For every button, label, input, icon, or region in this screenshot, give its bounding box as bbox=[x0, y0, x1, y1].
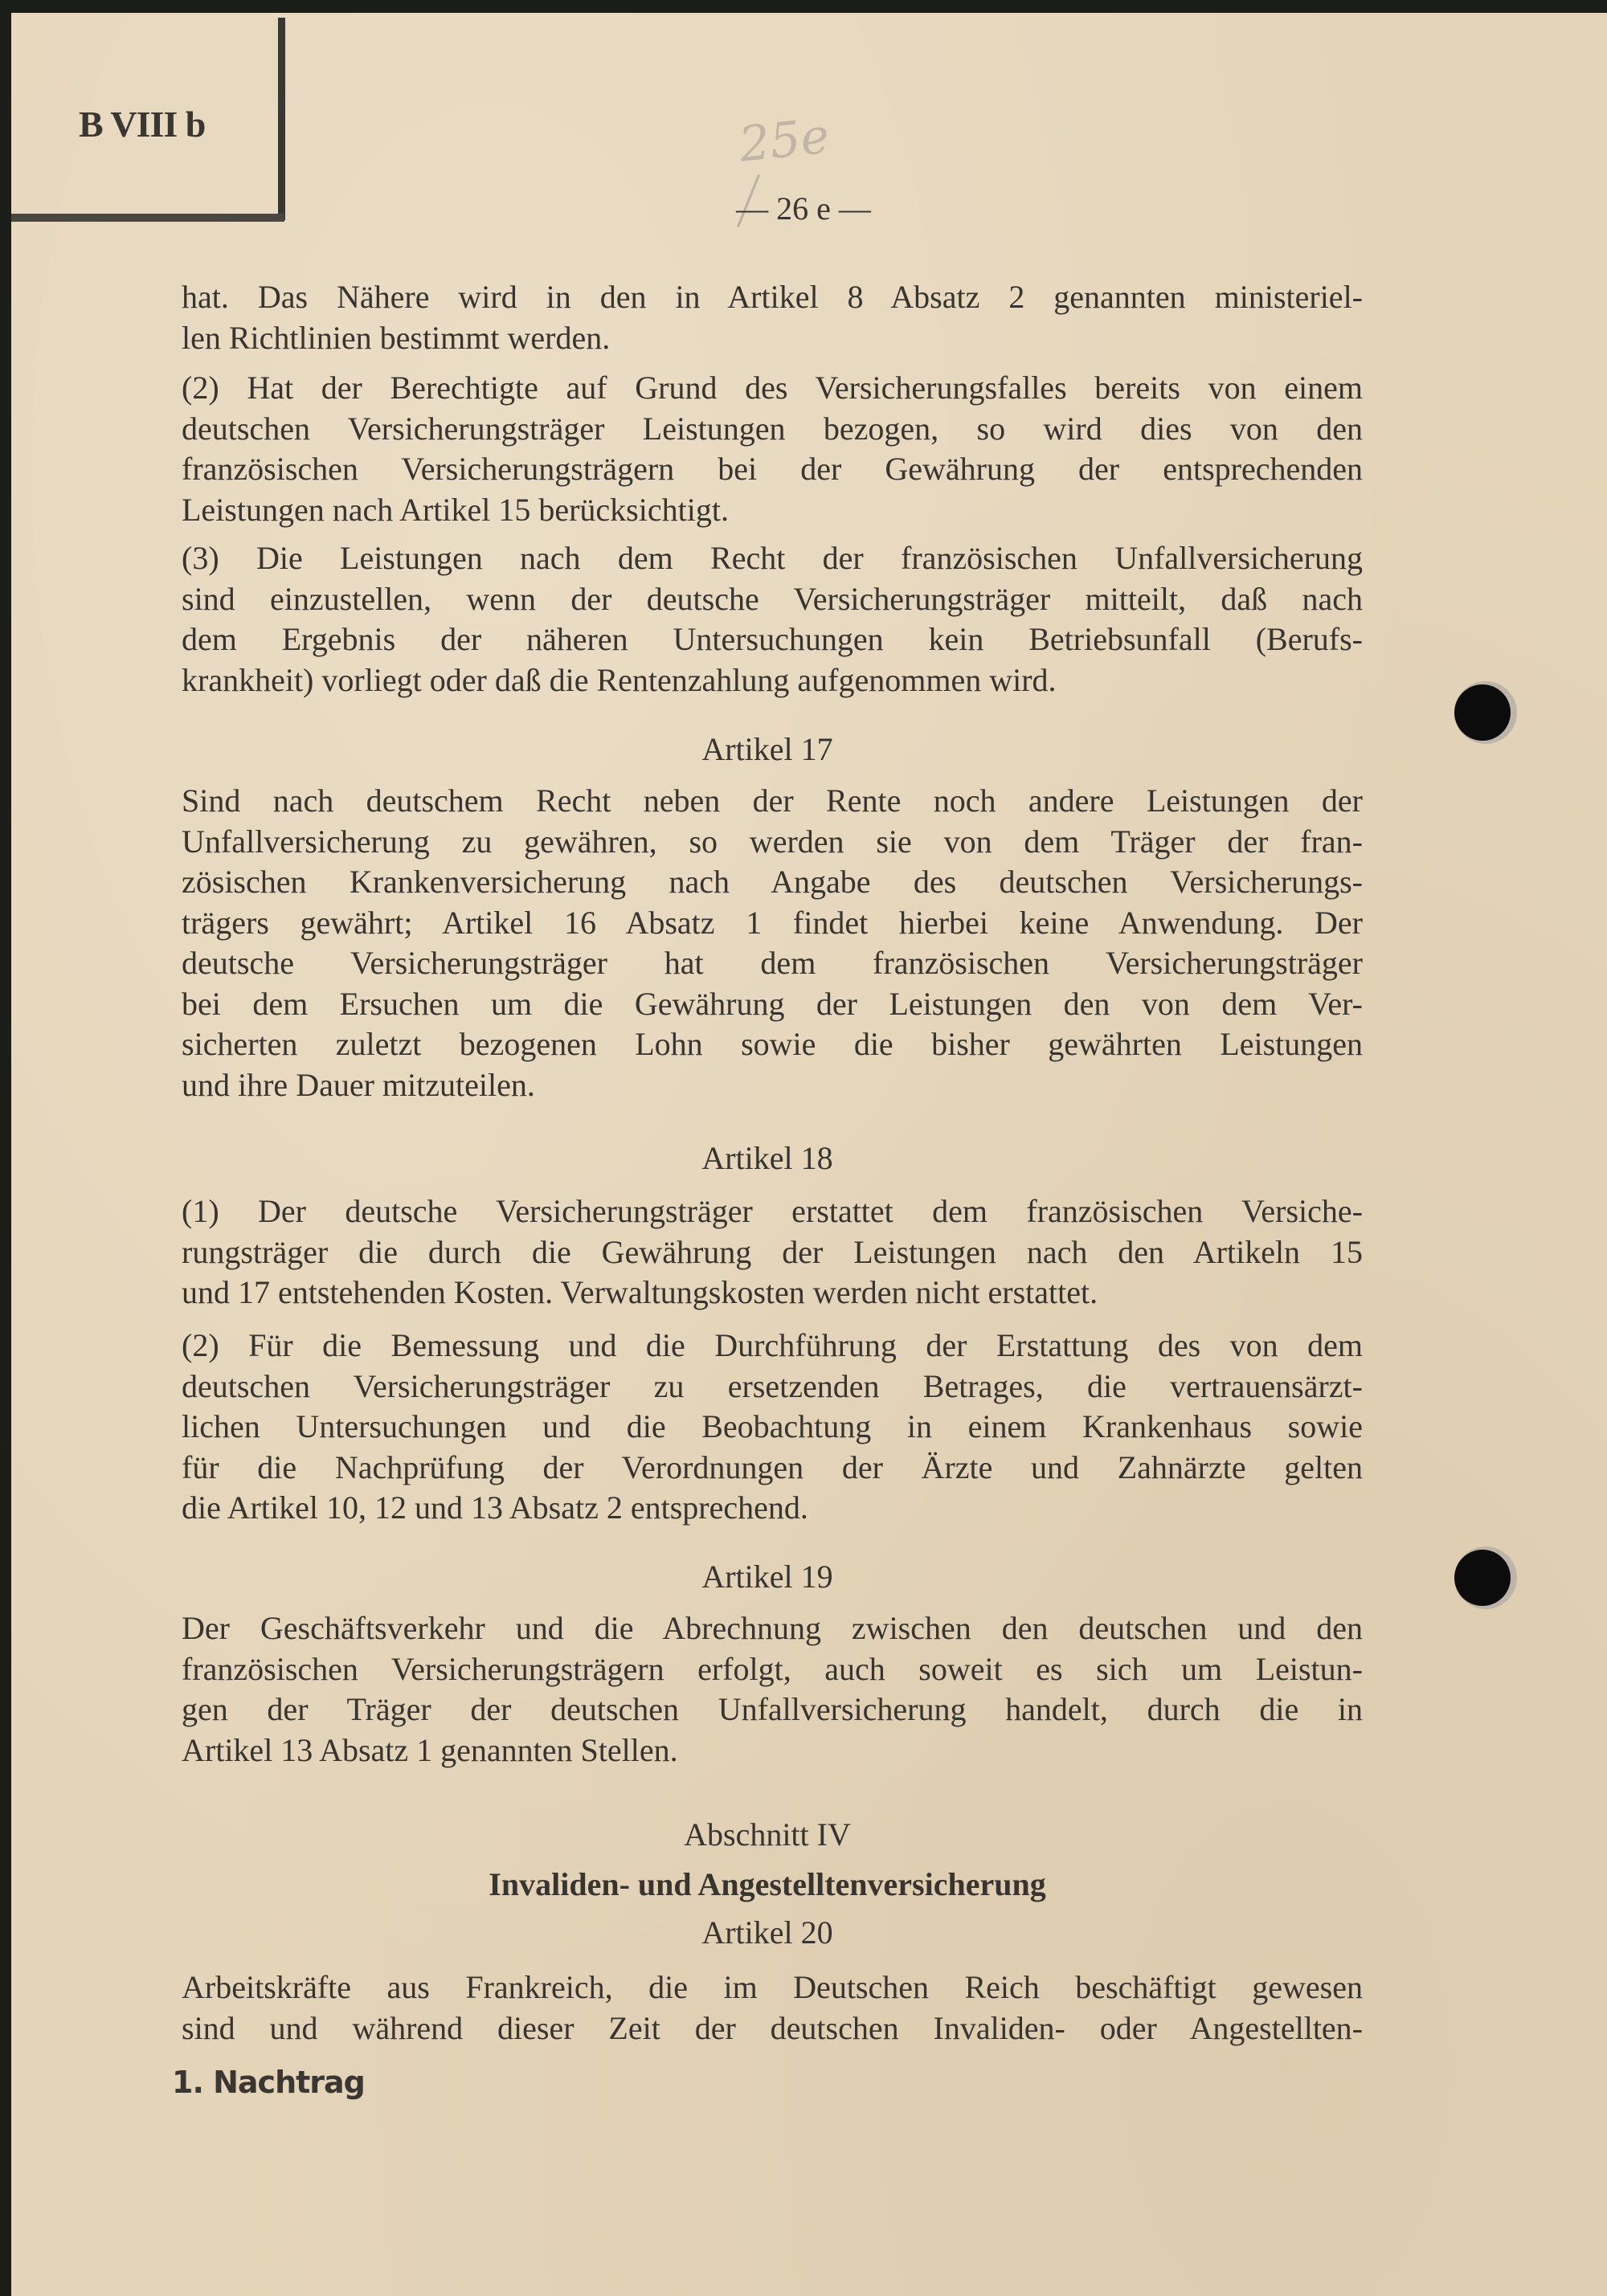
punch-hole bbox=[1454, 1546, 1517, 1609]
text-line: rungsträger die durch die Gewährung der Leistungen nach den Artikeln 15 bbox=[182, 1233, 1363, 1270]
text-line: sind einzustellen, wenn der deutsche Versicherungsträger mitteilt, daß nach bbox=[182, 580, 1363, 617]
text-line: dem Ergebnis der näheren Untersuchungen kein Betriebsunfall (Berufs- bbox=[182, 621, 1363, 657]
text-line: für die Nachprüfung der Verordnungen der Ärzte und Zahnärzte gelten bbox=[182, 1448, 1363, 1485]
text-line: len Richtlinien bestimmt werden. bbox=[182, 319, 611, 356]
paragraph bbox=[182, 1326, 1363, 1529]
text-line: Der Geschäftsverkehr und die Abrechnung zwischen den deutschen und den bbox=[182, 1610, 1363, 1646]
text-line: Leistungen nach Artikel 15 berücksichtigt. bbox=[182, 491, 729, 528]
paragraph bbox=[182, 368, 1363, 530]
text-line: deutsche Versicherungsträger hat dem französischen Versicherungsträger bbox=[182, 945, 1363, 981]
text-line: lichen Untersuchungen und die Beobachtung in einem Krankenhaus sowie bbox=[182, 1408, 1363, 1444]
text-line: und 17 entstehenden Kosten. Verwaltungskosten werden nicht erstattet. bbox=[182, 1274, 1098, 1310]
article-heading: Artikel 18 bbox=[701, 1140, 833, 1176]
footer-label: 1. Nachtrag bbox=[172, 2065, 365, 2100]
text-line: und ihre Dauer mitzuteilen. bbox=[182, 1066, 535, 1103]
text-line: (2) Hat der Berechtigte auf Grund des Versicherungsfalles bereits von einem bbox=[182, 370, 1363, 406]
article-heading: Abschnitt IV bbox=[684, 1816, 851, 1853]
text-line: deutschen Versicherungsträger Leistungen bezogen, so wird dies von den bbox=[182, 410, 1363, 447]
paragraph bbox=[182, 1608, 1363, 1771]
text-line: Unfallversicherung zu gewähren, so werden sie von dem Träger der fran- bbox=[182, 823, 1363, 860]
section-title: Invaliden- und Angestelltenversicherung bbox=[489, 1866, 1046, 1902]
text-line: bei dem Ersuchen um die Gewährung der Leistungen den von dem Ver- bbox=[182, 985, 1363, 1022]
text-line: trägers gewährt; Artikel 16 Absatz 1 findet hierbei keine Anwendung. Der bbox=[182, 904, 1363, 941]
text-line: zösischen Krankenversicherung nach Angabe des deutschen Versicherungs- bbox=[182, 864, 1363, 900]
text-line: deutschen Versicherungsträger zu ersetzenden Betrages, die vertrauensärzt- bbox=[182, 1367, 1363, 1404]
text-line: französischen Versicherungsträgern erfolgt, auch soweit es sich um Leistun- bbox=[182, 1650, 1363, 1687]
text-line: die Artikel 10, 12 und 13 Absatz 2 entsprechend. bbox=[182, 1489, 808, 1526]
text-line: Sind nach deutschem Recht neben der Rente noch andere Leistungen der bbox=[182, 782, 1363, 819]
article-heading: Artikel 20 bbox=[701, 1914, 833, 1951]
paragraph bbox=[182, 1191, 1363, 1313]
text-line: sicherten zuletzt bezogenen Lohn sowie die bisher gewährten Leistungen bbox=[182, 1026, 1363, 1062]
punch-hole bbox=[1454, 681, 1517, 744]
text-line: hat. Das Nähere wird in den in Artikel 8 Absatz 2 genannten ministeriel- bbox=[182, 279, 1363, 315]
paragraph bbox=[182, 781, 1363, 1105]
text-line: gen der Träger der deutschen Unfallversicherung handelt, durch die in bbox=[182, 1691, 1363, 1727]
paragraph bbox=[182, 277, 1363, 358]
text-line: französischen Versicherungsträgern bei der Gewährung der entsprechenden bbox=[182, 451, 1363, 487]
text-line: (3) Die Leistungen nach dem Recht der französischen Unfallversicherung bbox=[182, 540, 1363, 576]
text-line: krankheit) vorliegt oder daß die Rentenzahlung aufgenommen wird. bbox=[182, 661, 1057, 698]
text-line: (2) Für die Bemessung und die Durchführung der Erstattung des von dem bbox=[182, 1327, 1363, 1363]
article-heading: Artikel 19 bbox=[701, 1559, 833, 1595]
text-line: Arbeitskräfte aus Frankreich, die im Deutschen Reich beschäftigt gewesen bbox=[182, 1969, 1363, 2005]
section-code: B VIII b bbox=[79, 104, 206, 145]
handwritten-note: 25e bbox=[736, 108, 832, 174]
paragraph bbox=[182, 1967, 1363, 2049]
text-line: Artikel 13 Absatz 1 genannten Stellen. bbox=[182, 1731, 678, 1768]
page-number: — 26 e — bbox=[736, 190, 871, 227]
text-line: (1) Der deutsche Versicherungsträger erstattet dem französischen Versiche- bbox=[182, 1193, 1363, 1229]
article-heading: Artikel 17 bbox=[701, 731, 833, 767]
text-line: sind und während dieser Zeit der deutschen Invaliden- oder Angestellten- bbox=[182, 2009, 1363, 2046]
paragraph bbox=[182, 538, 1363, 701]
